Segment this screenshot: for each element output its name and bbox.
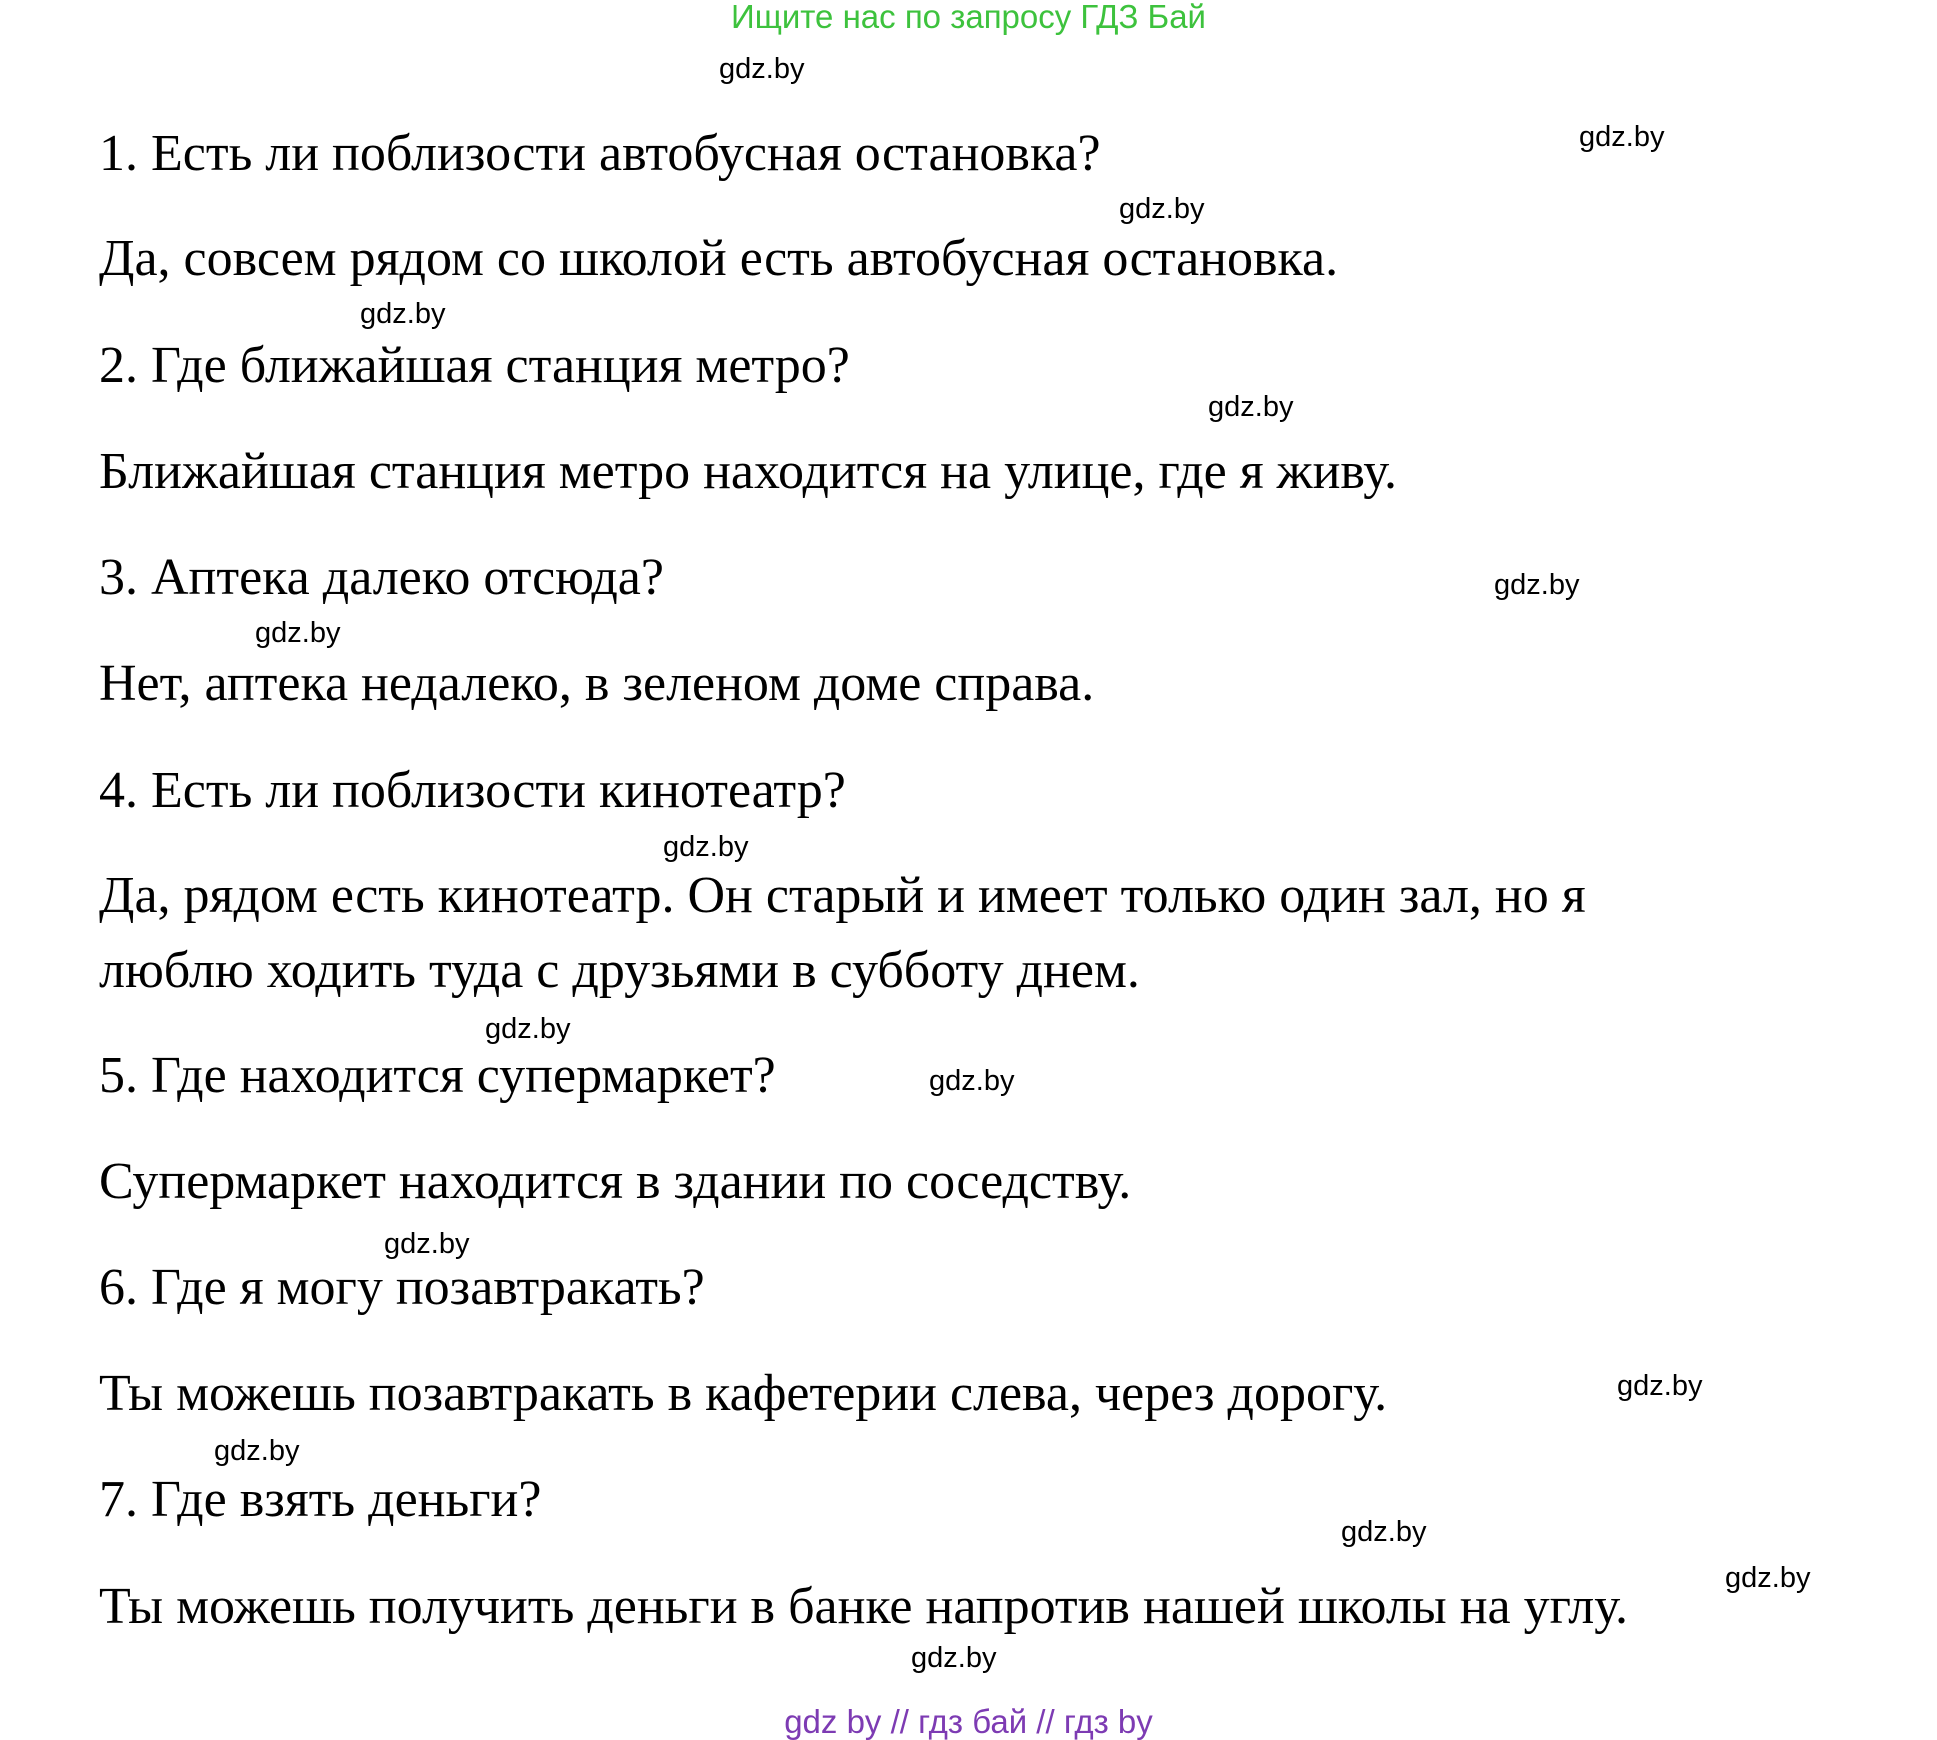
watermark: gdz.by [719, 53, 805, 85]
header-banner: Ищите нас по запросу ГДЗ Бай [731, 0, 1206, 35]
watermark: gdz.by [1579, 121, 1665, 153]
answer-2: Ближайшая станция метро находится на улице, где я живу. [99, 443, 1397, 500]
watermark: gdz.by [214, 1435, 300, 1467]
question-2: 2. Где ближайшая станция метро? [99, 337, 850, 394]
watermark: gdz.by [911, 1642, 997, 1674]
watermark: gdz.by [485, 1013, 571, 1045]
watermark: gdz.by [1725, 1562, 1811, 1594]
watermark: gdz.by [1617, 1370, 1703, 1402]
watermark: gdz.by [1208, 391, 1294, 423]
answer-4-line-1: Да, рядом есть кинотеатр. Он старый и имеет только один зал, но я [99, 867, 1586, 924]
watermark: gdz.by [929, 1065, 1015, 1097]
watermark: gdz.by [1494, 569, 1580, 601]
watermark: gdz.by [663, 831, 749, 863]
question-5: 5. Где находится супермаркет? [99, 1047, 776, 1104]
watermark: gdz.by [360, 298, 446, 330]
watermark: gdz.by [1119, 193, 1205, 225]
watermark: gdz.by [1341, 1516, 1427, 1548]
watermark: gdz.by [255, 617, 341, 649]
question-3: 3. Аптека далеко отсюда? [99, 549, 664, 606]
question-7: 7. Где взять деньги? [99, 1471, 542, 1528]
answer-7: Ты можешь получить деньги в банке напротив нашей школы на углу. [99, 1578, 1629, 1635]
answer-5: Супермаркет находится в здании по соседству. [99, 1153, 1132, 1210]
watermark: gdz.by [384, 1228, 470, 1260]
question-4: 4. Есть ли поблизости кинотеатр? [99, 762, 846, 819]
answer-4-line-2: люблю ходить туда с друзьями в субботу днем. [99, 942, 1140, 999]
question-1: 1. Есть ли поблизости автобусная остановка? [99, 125, 1101, 182]
question-6: 6. Где я могу позавтракать? [99, 1259, 705, 1316]
answer-6: Ты можешь позавтракать в кафетерии слева, через дорогу. [99, 1365, 1388, 1422]
footer-banner: gdz by // гдз бай // гдз by [784, 1703, 1153, 1740]
answer-3: Нет, аптека недалеко, в зеленом доме справа. [99, 655, 1095, 712]
answer-1: Да, совсем рядом со школой есть автобусная остановка. [99, 230, 1339, 287]
